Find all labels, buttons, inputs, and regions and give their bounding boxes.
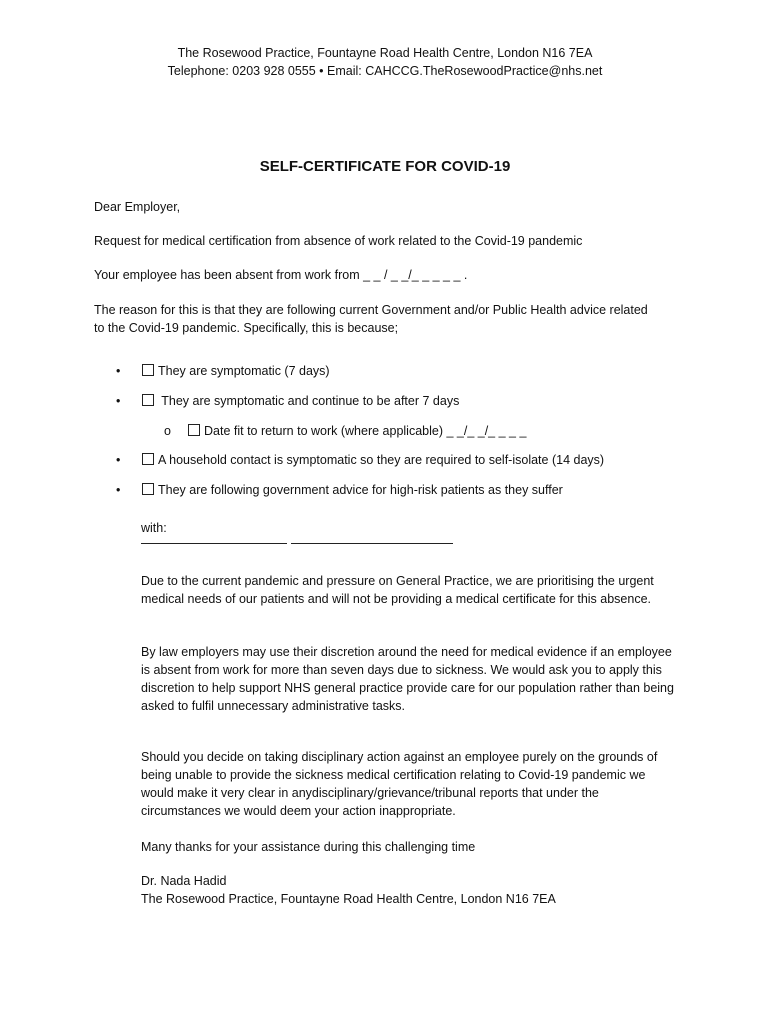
- thanks-line: Many thanks for your assistance during this challenging time: [141, 840, 476, 854]
- signature-name: Dr. Nada Hadid: [141, 874, 227, 888]
- checkbox-household-contact[interactable]: [142, 453, 154, 465]
- signature-practice: The Rosewood Practice, Fountayne Road Health Centre, London N16 7EA: [141, 892, 556, 906]
- bullet: •: [116, 364, 121, 378]
- letterhead-address: The Rosewood Practice, Fountayne Road Health Centre, London N16 7EA: [177, 46, 593, 60]
- reason-paragraph: The reason for this is that they are following current Government and/or Public Health advice related to the Covid-19 pandemic. Specifically, this is because;: [94, 303, 648, 335]
- absence-date-line: Your employee has been absent from work from _ _ / _ _/_ _ _ _ _ .: [94, 268, 468, 282]
- letterhead-contact: Telephone: 0203 928 0555 • Email: CAHCCG.TheRosewoodPractice@nhs.net: [167, 64, 603, 78]
- disciplinary-paragraph: Should you decide on taking disciplinary action against an employee purely on the grounds of being unable to provide the sickness medical certification relating to Covid-19 pandemic we would make it very clear in anydisciplinary/grievance/tribunal reports that under the circumstances we would deem your action inappropriate.: [141, 750, 658, 818]
- document-title: SELF-CERTIFICATE FOR COVID-19: [259, 158, 511, 175]
- condition-blank-line-1[interactable]: [141, 543, 287, 544]
- salutation: Dear Employer,: [94, 200, 181, 214]
- option-label: They are symptomatic (7 days): [158, 364, 330, 378]
- option-label: A household contact is symptomatic so they are required to self-isolate (14 days): [158, 453, 605, 467]
- checkbox-date-fit-to-return[interactable]: [188, 424, 200, 436]
- checkbox-symptomatic-7-days[interactable]: [142, 364, 154, 376]
- bullet: •: [116, 483, 121, 497]
- pandemic-paragraph: Due to the current pandemic and pressure on General Practice, we are prioritising the urgent medical needs of our patients and will not be providing a medical certificate for this absence.: [141, 574, 654, 606]
- checkbox-high-risk[interactable]: [142, 483, 154, 495]
- sub-bullet: o: [164, 424, 171, 438]
- option-label: They are following government advice for high-risk patients as they suffer: [158, 483, 563, 497]
- letterhead: [0, 44, 770, 80]
- law-paragraph: By law employers may use their discretion around the need for medical evidence if an employee is absent from work for more than seven days due to sickness. We would ask you to apply this discretion to help support NHS general practice provide care for our population rather than being asked to fulfil unnecessary administrative tasks.: [141, 645, 674, 713]
- request-line: Request for medical certification from absence of work related to the Covid-19 pandemic: [94, 234, 583, 248]
- option-label: They are symptomatic and continue to be after 7 days: [158, 394, 460, 408]
- condition-blank-line-2[interactable]: [291, 543, 453, 544]
- option-label: Date fit to return to work (where applicable) _ _/_ _/_ _ _ _: [204, 424, 527, 438]
- bullet: •: [116, 394, 121, 408]
- bullet: •: [116, 453, 121, 467]
- with-label: with:: [141, 521, 167, 535]
- checkbox-symptomatic-after-7-days[interactable]: [142, 394, 154, 406]
